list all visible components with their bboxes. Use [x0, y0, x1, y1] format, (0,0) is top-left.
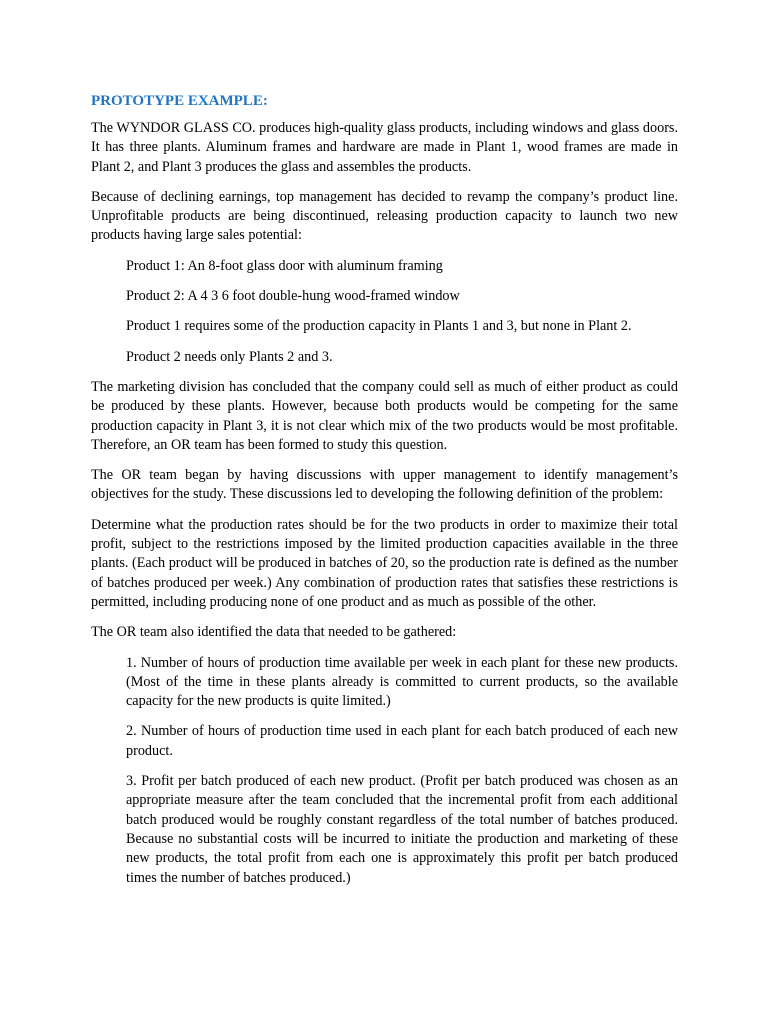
section-heading: PROTOTYPE EXAMPLE: [91, 93, 268, 109]
definition-paragraph: Determine what the production rates should be for the two products in order to maximize their total profit, subject to the restrictions imposed by the limited production capacities available in the three plants. (Each product will be produced in batches of 20, so the production rate is defined as the number of batches produced per week.) Any combination of production rates that satisfies these restrictions is permitted, including producing none of one product and as much as possible of the other. [91, 516, 678, 610]
marketing-paragraph: The marketing division has concluded that the company could sell as much of either product as could be produced by these plants. However, because both products would be competing for the same production capacity in Plant 3, it is not clear which mix of the two products would be most profitable. Therefore, an OR team has been formed to study this question. [91, 378, 678, 453]
product1-capacity: Product 1 requires some of the production capacity in Plants 1 and 3, but none in Plant 2. [126, 318, 632, 335]
document-page [91, 92, 678, 899]
product2-description: Product 2: A 4 3 6 foot double-hung wood-framed window [126, 288, 460, 305]
product2-capacity: Product 2 needs only Plants 2 and 3. [126, 348, 333, 365]
data-item-2: 2. Number of hours of production time used in each plant for each batch produced of each new product. [126, 723, 678, 759]
data-intro-paragraph: The OR team also identified the data that needed to be gathered: [91, 624, 457, 641]
data-item-3: 3. Profit per batch produced of each new product. (Profit per batch produced was chosen as an appropriate measure after the team concluded that the incremental profit from each additional batch produced would be roughly constant regardless of the total number of batches produced. Because no substantial costs will be incurred to initiate the production and marketing of these new products, the total profit from each one is approximately this profit per batch produced times the number of batches produced.) [126, 773, 678, 886]
data-item-1: 1. Number of hours of production time available per week in each plant for these new products. (Most of the time in these plants already is committed to current products, so the available capacity for the new products is quite limited.) [126, 654, 678, 710]
earnings-paragraph: Because of declining earnings, top management has decided to revamp the company’s product line. Unprofitable products are being discontinued, releasing production capacity to launch two new products having large sales potential: [91, 188, 678, 244]
intro-paragraph: The WYNDOR GLASS CO. produces high-quality glass products, including windows and glass doors. It has three plants. Aluminum frames and hardware are made in Plant 1, wood frames are made in Plant 2, and Plant 3 produces the glass and assembles the products. [91, 120, 678, 175]
discussions-paragraph: The OR team began by having discussions with upper management to identify management’s objectives for the study. These discussions led to developing the following definition of the problem: [91, 467, 678, 503]
product1-description: Product 1: An 8-foot glass door with aluminum framing [126, 257, 443, 274]
